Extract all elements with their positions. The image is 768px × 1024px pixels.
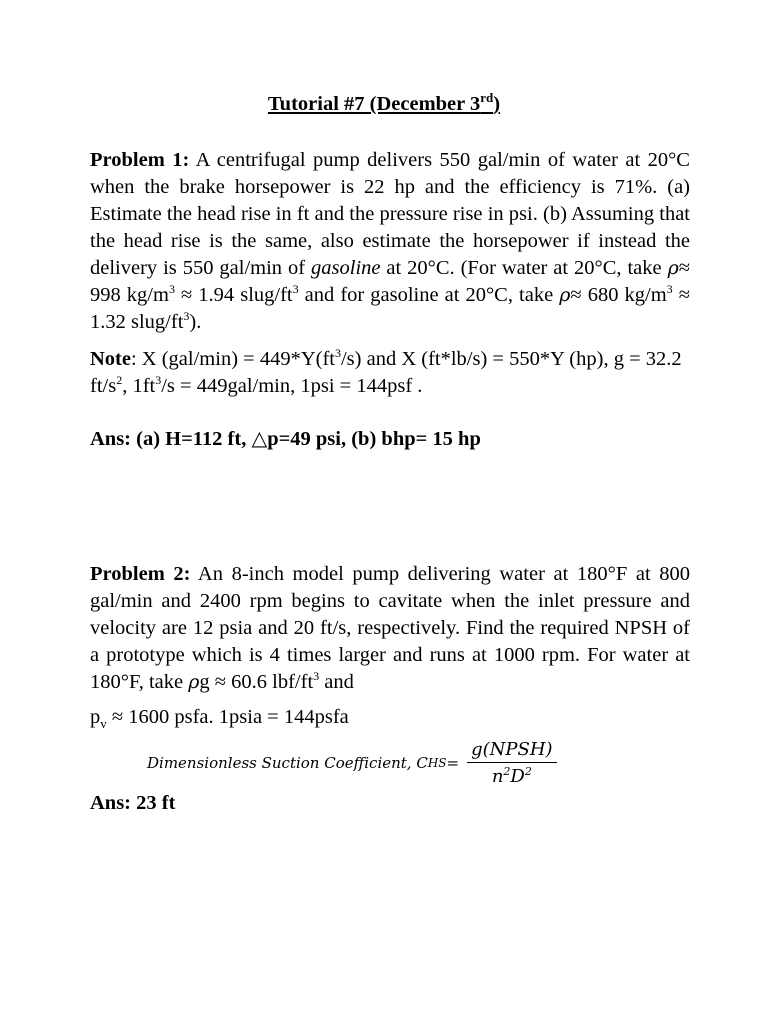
formula-fraction <box>467 739 556 787</box>
answer-2: Ans: 23 ft <box>90 792 176 814</box>
problem-2-label: Problem 2: <box>90 563 191 585</box>
problem-2: Problem 2: An 8-inch model pump delivering water at 180°F at 800 gal/min and 2400 rpm begins to cavitate when the inlet pressure and velocity are 12 psia and 20 ft/s, respectively. Find the required NPSH of a prototype which is 4 times larger and runs at 1000 rpm. For water at 180°F, take ρg ≈ 60.6 lbf/$ft^3$ and <box>90 563 690 693</box>
problem-1: Problem 1: A centrifugal pump delivers 550 gal/min of water at 20°C when the brake horsepower is 22 hp and the efficiency is 71%. (a) Estimate the head rise in ft and the pressure rise in psi. (b) Assuming that the head rise is the same, also estimate the horsepower if instead the delivery is 550 gal/min of gasoline at 20°C. (For water at 20°C, take ρ≈ 998 $kg/m^3 \approx 1.94$ slug/$ft^3$ and for gasoline at 20°C, take ρ≈ 680 $kg/m^3 \approx 1.32$ slug/$ft^3$). <box>90 149 691 333</box>
note-label: Note <box>90 348 131 370</box>
vapor-pressure-line: $p_v \approx 1600$ psfa. 1psia = 144psfa <box>90 706 349 732</box>
suction-coefficient-formula: Dimensionless Suction Coefficient, C HS = $\frac{\text{g(NPSH)}}{n^2D^2}$ <box>147 733 557 793</box>
note: Note: X $(gal/\min) = 449*Y(ft^3/s)$ and X (ft*lb/s) = 550*Y (hp), g = 32.2 $ft/s^2$, $1ft^3/s = 449gal/\min$, 1psi = 144psf . <box>90 346 682 397</box>
answer-1: Ans: (a) H=112 ft, △p=49 psi, (b) bhp= 15 hp <box>90 428 481 450</box>
page-title: Tutorial #7 (December 3rd) <box>267 90 501 115</box>
problem-1-label: Problem 1: <box>90 149 190 171</box>
formula-numerator: g(NPSH) <box>467 739 556 763</box>
formula-denominator: $n^2D^2$ <box>491 765 532 787</box>
